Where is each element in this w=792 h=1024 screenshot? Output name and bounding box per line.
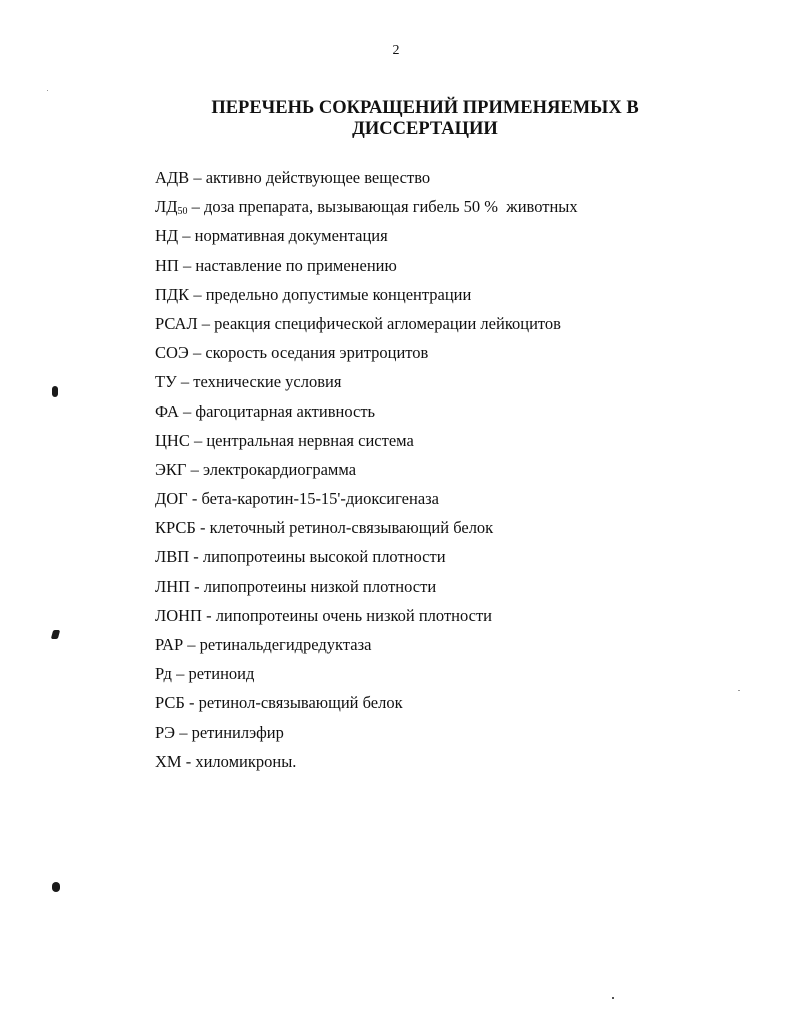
abbreviation-term: ЛНП (155, 576, 191, 596)
abbreviation-item (155, 400, 755, 429)
abbreviation-separator: - (188, 693, 195, 713)
scan-mark (738, 690, 740, 691)
abbreviation-item (155, 195, 755, 224)
abbreviation-term: НП (155, 255, 179, 275)
page-number: 2 (392, 43, 400, 58)
abbreviation-separator: – (190, 459, 199, 479)
abbreviation-term: РЭ (155, 722, 176, 742)
abbreviation-term: ПДК (155, 284, 190, 304)
abbreviation-item (155, 166, 755, 195)
abbreviation-definition: нормативная документация (194, 226, 388, 246)
abbreviation-term: ТУ (155, 372, 177, 392)
abbreviation-separator: - (185, 751, 192, 771)
abbreviation-term: ЭКГ (155, 459, 187, 479)
abbreviation-separator: – (180, 372, 190, 392)
abbreviation-item (155, 429, 755, 458)
abbreviation-item (155, 283, 755, 312)
abbreviation-term: ЛВП (155, 547, 190, 567)
abbreviation-item (155, 458, 755, 487)
scan-mark (51, 630, 60, 639)
abbreviation-separator: - (200, 518, 206, 538)
abbreviation-definition: фагоцитарная активность (195, 401, 376, 421)
abbreviation-separator: - (191, 489, 198, 509)
abbreviation-term: ЛОНП (155, 605, 202, 625)
abbreviation-separator: – (179, 722, 188, 742)
abbreviation-definition: центральная нервная система (206, 430, 414, 450)
abbreviation-item (155, 254, 755, 283)
abbreviation-term: ХМ (155, 751, 182, 771)
abbreviation-item (155, 341, 755, 370)
abbreviation-term: КРСБ (155, 518, 196, 538)
abbreviation-term: РСБ (155, 693, 185, 713)
abbreviation-item (155, 224, 755, 253)
abbreviation-separator: – (191, 197, 200, 217)
abbreviation-list (155, 166, 755, 779)
abbreviation-separator: – (182, 226, 191, 246)
abbreviation-term: ЦНС (155, 430, 190, 450)
abbreviation-item (155, 721, 755, 750)
abbreviation-item (155, 575, 755, 604)
abbreviation-term: ЛД (155, 197, 178, 217)
page-title: ПЕРЕЧЕНЬ СОКРАЩЕНИЙ ПРИМЕНЯЕМЫХ В ДИССЕРТАЦИИ (211, 98, 639, 139)
abbreviation-separator: – (183, 401, 192, 421)
abbreviation-definition: бета-каротин-15-15'-диоксигеназа (201, 489, 440, 509)
abbreviation-item (155, 662, 755, 691)
abbreviation-definition: ретинальдегидредуктаза (199, 635, 372, 654)
abbreviation-definition: клеточный ретинол-связывающий белок (209, 518, 494, 538)
abbreviation-item (155, 750, 755, 779)
abbreviation-item (155, 604, 755, 633)
abbreviation-definition: липопротеины низкой плотности (203, 576, 437, 596)
abbreviation-definition: ретинол-связывающий белок (198, 693, 403, 713)
abbreviation-definition: липопротеины очень низкой плотности (215, 605, 493, 625)
abbreviation-separator: - (194, 576, 200, 596)
abbreviation-term: РСАЛ (155, 313, 198, 333)
abbreviation-subscript: 50 (177, 206, 188, 218)
abbreviation-separator: - (193, 547, 199, 567)
abbreviation-item (155, 516, 755, 545)
abbreviation-definition: технические условия (193, 372, 342, 392)
abbreviation-definition: доза препарата, вызывающая гибель 50 % животных (203, 197, 578, 217)
abbreviation-item (155, 633, 755, 662)
abbreviation-term: Рд (155, 664, 172, 684)
abbreviation-separator: – (193, 284, 202, 304)
abbreviation-item (155, 370, 755, 399)
abbreviation-separator: – (193, 430, 203, 450)
abbreviation-separator: – (176, 664, 185, 684)
abbreviation-definition: ретиноид (188, 664, 255, 684)
abbreviation-definition: наставление по применению (195, 255, 397, 275)
abbreviation-item (155, 312, 755, 341)
abbreviation-item (155, 691, 755, 720)
abbreviation-definition: хиломикроны. (195, 751, 297, 771)
abbreviation-definition: реакция специфической агломерации лейкоцитов (214, 313, 561, 333)
abbreviation-term: АДВ (155, 168, 190, 187)
scan-mark (52, 386, 58, 397)
abbreviation-definition: скорость оседания эритроцитов (205, 343, 429, 363)
abbreviation-separator: – (201, 313, 211, 333)
abbreviation-separator: - (206, 605, 212, 625)
abbreviation-term: РАР (155, 635, 184, 654)
abbreviation-definition: электрокардиограмма (202, 459, 357, 479)
scan-mark (52, 882, 60, 892)
abbreviation-separator: – (192, 343, 202, 363)
abbreviation-definition: ретинилэфир (191, 722, 284, 742)
abbreviation-term: ДОГ (155, 489, 188, 509)
abbreviation-term: НД (155, 226, 179, 246)
abbreviation-separator: – (182, 255, 192, 275)
scan-mark (612, 997, 614, 999)
abbreviation-term: ФА (155, 401, 179, 421)
abbreviation-term: СОЭ (155, 343, 189, 363)
abbreviation-definition: липопротеины высокой плотности (202, 547, 446, 567)
abbreviation-separator: – (193, 168, 202, 187)
abbreviation-definition: предельно допустимые концентрации (205, 284, 472, 304)
scan-mark (47, 90, 48, 91)
abbreviation-item (155, 487, 755, 516)
abbreviation-item (155, 545, 755, 574)
abbreviation-separator: – (187, 635, 196, 654)
abbreviation-definition: активно действующее вещество (205, 168, 431, 187)
